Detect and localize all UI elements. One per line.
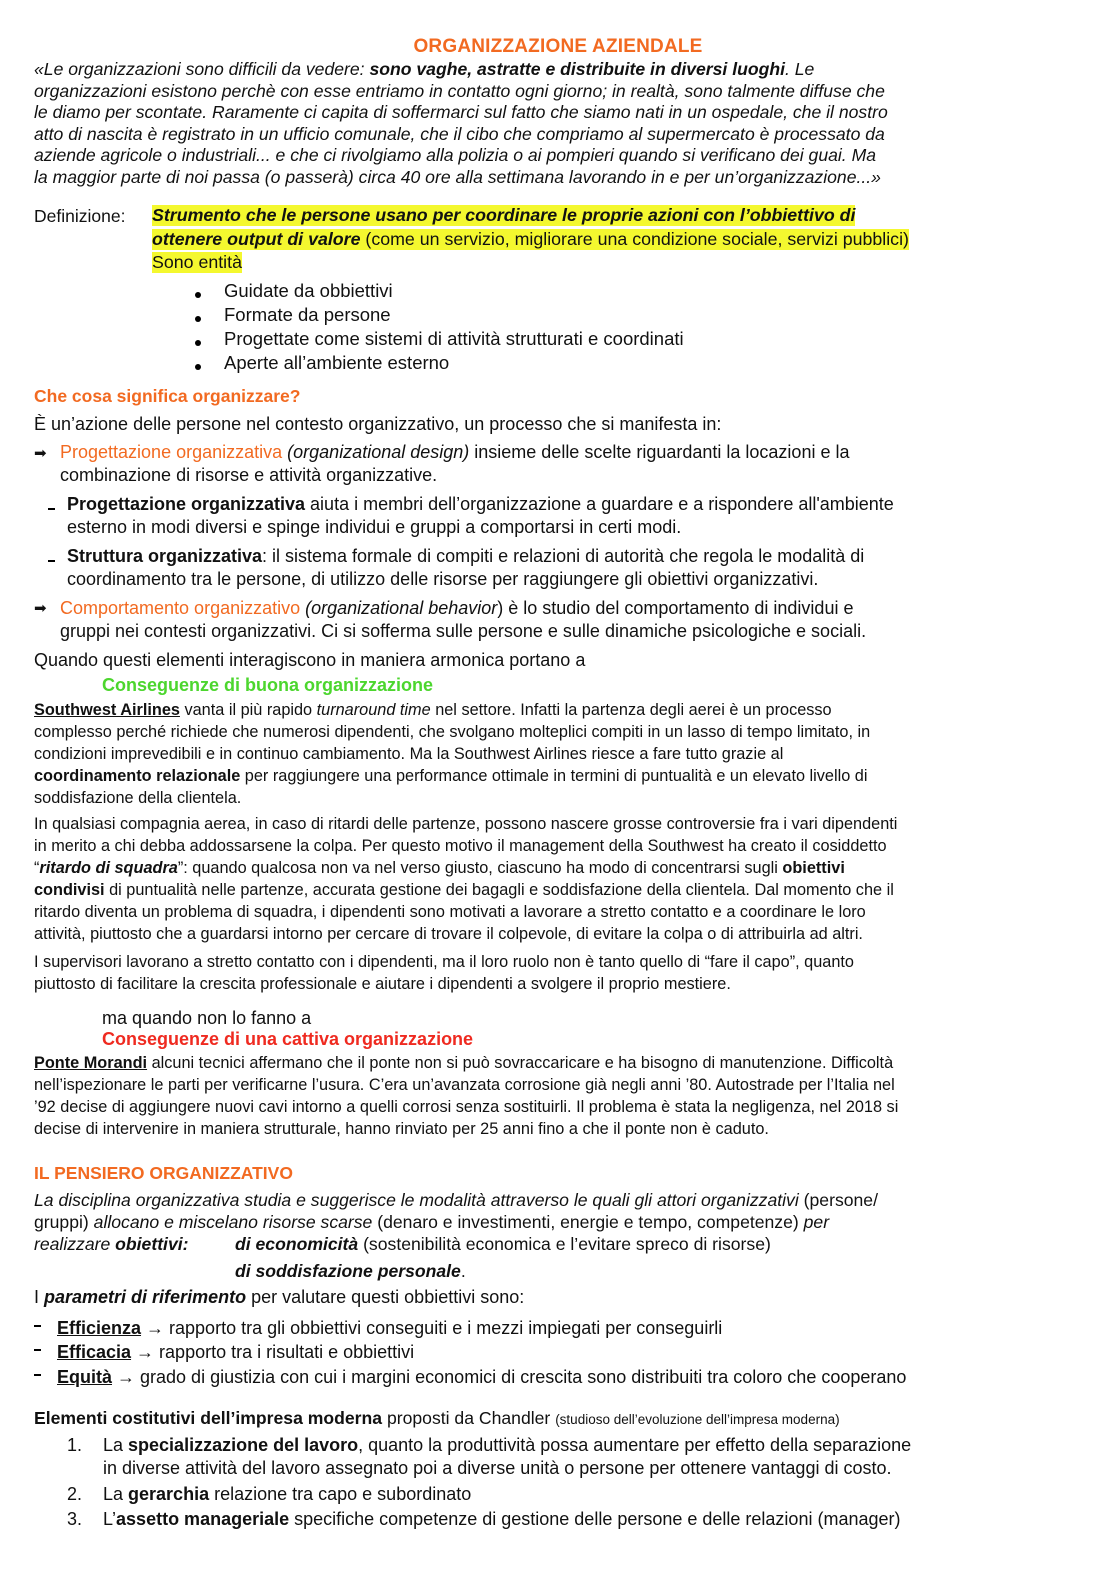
thought-line-1: La disciplina organizzativa studia e suggerisce le modalità attraverso le quali gli attori organizzativi (persone/ <box>34 1190 878 1210</box>
morandi-line-2: nell’ispezionare le parti per verificarne l’usura. C’era un’avanzata corrosione già negli anni ’80. Autostrade per l’Italia nel <box>34 1076 895 1094</box>
quote-line-5: aziende agricole o industriali... e che ci rivolgiamo alla polizia o ai pompieri quando si verificano dei guai. Ma <box>34 145 877 166</box>
thought-line-3-economicity: di economicità (sostenibilità economica e l’evitare spreco di risorse) <box>235 1234 771 1254</box>
chandler-item-number: 2. <box>67 1484 83 1504</box>
morandi-line-4: decise di intervenire in maniera strutturale, hanno rinviato per 25 anni fino a che il ponte non è caduto. <box>34 1120 769 1138</box>
definition-line-2: ottenere output di valore (come un servizio, migliorare una condizione sociale, servizi pubblici) <box>152 229 909 249</box>
dash-icon <box>34 1374 41 1376</box>
southwest-p2-line-1: In qualsiasi compagnia aerea, in caso di ritardi delle partenze, possono nascere grosse controversie fra i vari dipendenti <box>34 815 898 833</box>
southwest-line-5: soddisfazione della clientela. <box>34 789 242 807</box>
params-intro: I parametri di riferimento per valutare questi obbiettivi sono: <box>34 1287 525 1307</box>
bullet-icon <box>195 364 201 370</box>
chandler-item-1-line-2: in diverse attività del lavoro assegnato poi a diverse unità o persone per ottenere vantaggi di costo. <box>103 1458 892 1478</box>
southwest-p3-line-1: I supervisori lavorano a stretto contatto con i dipendenti, ma il loro ruolo non è tanto quello di “fare il capo”, quanto <box>34 953 854 971</box>
quote-line-2: organizzazioni esistono perchè con esse entriamo in contatto ogni giorno; in realtà, sono talmente diffuse che <box>34 80 885 101</box>
chandler-item-number: 3. <box>67 1509 83 1529</box>
quote-line-6: la maggior parte di noi passa (o passerà) circa 40 ore alla settimana lavorando in e per un’organizzazione...» <box>34 166 881 187</box>
param-efficacia: Efficacia → rapporto tra i risultati e obbiettivi <box>57 1342 415 1362</box>
param-efficienza: Efficienza → rapporto tra gli obbiettivi conseguiti e i mezzi impiegati per conseguirli <box>57 1318 723 1338</box>
intro-quote <box>34 59 888 189</box>
dash-icon <box>48 508 55 510</box>
southwest-p2-line-6: attività, piuttosto che a guardarsi intorno per cercare di trovare il colpevole, di evitare la colpa o di attribuirla ad altri. <box>34 925 863 943</box>
design-detail-line-2: esterno in modi diversi e spinge individui e gruppi a comportarsi in certi modi. <box>67 517 682 537</box>
chandler-item-3: L’assetto manageriale specifiche competenze di gestione delle persone e delle relazioni (manager) <box>103 1509 901 1529</box>
organize-intro: È un’azione delle persone nel contesto organizzativo, un processo che si manifesta in: <box>34 414 722 434</box>
southwest-p2-line-2: in merito a chi debba addossarsene la colpa. Per questo motivo il management della Southwest ha creato il cosiddetto <box>34 837 887 855</box>
definition-line-3: Sono entità <box>152 252 242 272</box>
morandi-line-1: Ponte Morandi alcuni tecnici affermano che il ponte non si può sovraccaricare e ha bisogno di manutenzione. Difficoltà <box>34 1054 894 1072</box>
definition-label: Definizione: <box>34 206 126 226</box>
bullet-icon <box>195 340 201 346</box>
chandler-item-1: La specializzazione del lavoro, quanto la produttività possa aumentare per effetto della separazione <box>103 1435 912 1455</box>
chandler-item-2: La gerarchia relazione tra capo e subordinato <box>103 1484 472 1504</box>
southwest-line-1: Southwest Airlines vanta il più rapido turnaround time nel settore. Infatti la partenza degli aerei è un processo <box>34 701 832 719</box>
definition-bullet-4: Aperte all’ambiente esterno <box>224 352 450 373</box>
dash-icon <box>48 560 55 562</box>
chandler-heading: Elementi costitutivi dell’impresa moderna proposti da Chandler (studioso dell’evoluzione dell’impresa moderna) <box>34 1408 840 1428</box>
thought-line-4: di soddisfazione personale. <box>235 1261 466 1281</box>
bullet-icon <box>195 316 201 322</box>
quote-line-4: atto di nascita è registrato in un ufficio comunale, che il cibo che compriamo al supermercato è processato da <box>34 123 885 144</box>
structure-line-1: Struttura organizzativa: il sistema formale di compiti e relazioni di autorità che regola le modalità di <box>67 546 865 566</box>
dash-icon <box>34 1325 41 1327</box>
organize-heading: Che cosa significa organizzare? <box>34 386 301 406</box>
chandler-item-number: 1. <box>67 1435 83 1455</box>
design-line-1: Progettazione organizzativa (organizational design) insieme delle scelte riguardanti la locazioni e la <box>60 442 850 462</box>
design-detail-line-1: Progettazione organizzativa aiuta i membri dell’organizzazione a guardare e a rispondere all'ambiente <box>67 494 894 514</box>
thought-line-3: realizzare obiettivi: <box>34 1234 189 1254</box>
design-line-2: combinazione di risorse e attività organizzative. <box>60 465 438 485</box>
behavior-line-2: gruppi nei contesti organizzativi. Ci si sofferma sulle persone e sulle dinamiche psicologiche e sociali. <box>60 621 867 641</box>
dash-icon <box>34 1349 41 1351</box>
quote-line-1: «Le organizzazioni sono difficili da vedere: sono vaghe, astratte e distribuite in diversi luoghi. Le <box>34 59 815 79</box>
param-equita: Equità → grado di giustizia con cui i margini economici di crescita sono distribuiti tra coloro che cooperano <box>57 1367 907 1387</box>
definition-line-1: Strumento che le persone usano per coordinare le proprie azioni con l’obbiettivo di <box>152 205 856 225</box>
morandi-line-3: ’92 decise di aggiungere nuovi cavi intorno a quelli corrosi senza sostituirli. Il problema è stata la negligenza, nel 2018 si <box>34 1098 899 1116</box>
definition-bullet-2: Formate da persone <box>224 304 391 325</box>
thought-heading: IL PENSIERO ORGANIZZATIVO <box>34 1163 293 1183</box>
arrow-right-icon: ➡ <box>34 445 47 462</box>
definition-bullet-3: Progettate come sistemi di attività strutturati e coordinati <box>224 328 684 349</box>
bad-organization-heading: Conseguenze di una cattiva organizzazione <box>102 1029 474 1049</box>
southwest-line-4: coordinamento relazionale per raggiungere una performance ottimale in termini di puntualità e un elevato livello di <box>34 767 868 785</box>
good-organization-heading: Conseguenze di buona organizzazione <box>102 675 434 695</box>
southwest-p2-line-4: condivisi di puntualità nelle partenze, accurata gestione dei bagagli e soddisfazione della clientela. Dal momento che il <box>34 881 894 899</box>
behavior-line-1: Comportamento organizzativo (organizational behavior) è lo studio del comportamento di individui e <box>60 598 854 618</box>
page-title: ORGANIZZAZIONE AZIENDALE <box>413 36 703 57</box>
southwest-p3-line-2: piuttosto di facilitare la crescita professionale e aiutare i dipendenti a svolgere il proprio mestiere. <box>34 975 731 993</box>
southwest-line-3: condizioni imprevedibili e in continuo cambiamento. Ma la Southwest Airlines riesce a fare tutto grazie al <box>34 745 784 763</box>
southwest-line-2: complesso perché richiede che numerosi dipendenti, che svolgano molteplici compiti in un lasso di tempo limitato, in <box>34 723 871 741</box>
southwest-p2-line-5: ritardo diventa un problema di squadra, i dipendenti sono motivati a lavorare a stretto contatto e a coordinare le loro <box>34 903 866 921</box>
definition-bullet-1: Guidate da obbiettivi <box>224 280 393 301</box>
southwest-p2-line-3: “ritardo di squadra”: quando qualcosa non va nel verso giusto, ciascuno ha modo di concentrarsi sugli obiettivi <box>34 859 845 877</box>
thought-line-2: gruppi) allocano e miscelano risorse scarse (denaro e investimenti, energie e tempo, competenze) per <box>34 1212 830 1232</box>
bullet-icon <box>195 292 201 298</box>
harmony-line: Quando questi elementi interagiscono in maniera armonica portano a <box>34 650 586 670</box>
bad-intro: ma quando non lo fanno a <box>102 1008 312 1028</box>
quote-line-3: le diamo per scontate. Raramente ci capita di soffermarci sul fatto che siamo nati in un ospedale, che il nostro <box>34 102 888 123</box>
structure-line-2: coordinamento tra le persone, di utilizzo delle risorse per raggiungere gli obiettivi organizzativi. <box>67 569 819 589</box>
arrow-right-icon: ➡ <box>34 600 47 617</box>
